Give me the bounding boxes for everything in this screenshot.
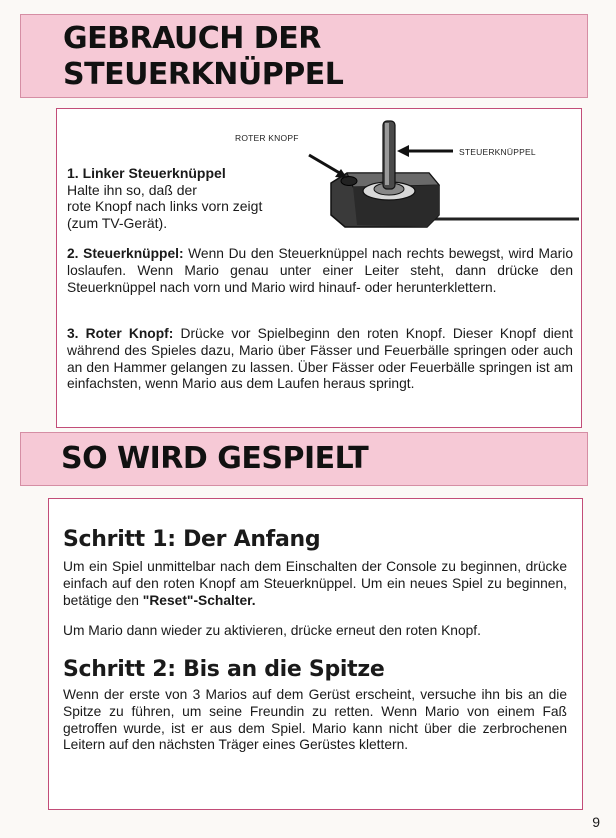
item-red-button-paragraph	[67, 326, 573, 393]
section-title-line-1: GEBRAUCH DER	[63, 21, 321, 56]
page-number: 9	[592, 814, 600, 830]
gameplay-title-band	[20, 432, 588, 486]
gameplay-title: SO WIRD GESPIELT	[61, 441, 369, 476]
item-1-heading: 1. Linker Steuerknüppel	[67, 165, 226, 181]
red-button-label: ROTER KNOPF	[235, 133, 299, 143]
step-2-heading: Schritt 2: Bis an die Spitze	[63, 657, 385, 682]
controller-instructions-box	[56, 108, 582, 428]
item-3-heading: 3. Roter Knopf:	[67, 326, 174, 341]
section-title	[63, 21, 343, 93]
item-left-joystick	[67, 165, 317, 231]
step-1-paragraph	[63, 559, 567, 609]
section-title-band	[20, 14, 588, 98]
gameplay-instructions-box	[48, 498, 583, 810]
step-1-text: Um ein Spiel unmittelbar nach dem Einschalten der Console zu beginnen, drücke einfach auf den roten Knopf am Steuerknüppel. Um ein neues Spiel zu beginnen, betätige den	[63, 559, 567, 608]
joystick-label: STEUERKNÜPPEL	[459, 147, 536, 157]
reset-switch-text: "Reset"-Schalter.	[142, 592, 256, 608]
item-2-heading: 2. Steuerknüppel:	[67, 246, 184, 261]
section-title-line-2: STEUERKNÜPPEL	[63, 57, 344, 92]
step-2-paragraph: Wenn der erste von 3 Marios auf dem Gerüst erscheint, versuche ihn bis an die Spitze zu führen, um seine Freundin zu retten. Wenn Mario von einem Faß getroffen wurde, ist er aus dem Spiel. Mario kann nicht über die zerbrochenen Leitern auf den nächsten Träger eines Gerüstes klettern.	[63, 687, 567, 753]
item-1-line: Halte ihn so, daß der	[67, 181, 197, 198]
item-2-text: Wenn Du den Steuerknüppel nach rechts bewegst, wird Mario loslaufen. Wenn Mario genau unter einer Leiter steht, dann drücke den Steuerknüppel nach vorn und Mario wird hinauf- oder herunterklettern.	[67, 246, 573, 295]
step-1-paragraph-2: Um Mario dann wieder zu aktivieren, drücke erneut den roten Knopf.	[63, 623, 481, 638]
item-3-text: Drücke vor Spielbeginn den roten Knopf. Dieser Knopf dient während des Spieles dazu, Mario über Fässer und Feuerbälle springen oder auch an den Hammer gelangen zu lassen. Über Fässer oder Feuerbälle springen ist am einfachsten, wenn Mario aus dem Laufen heraus springt.	[67, 326, 573, 392]
step-1-heading: Schritt 1: Der Anfang	[63, 527, 321, 552]
item-1-line: (zum TV-Gerät).	[67, 214, 168, 231]
item-joystick-paragraph	[67, 246, 573, 296]
item-1-line: rote Knopf nach links vorn zeigt	[67, 198, 263, 214]
